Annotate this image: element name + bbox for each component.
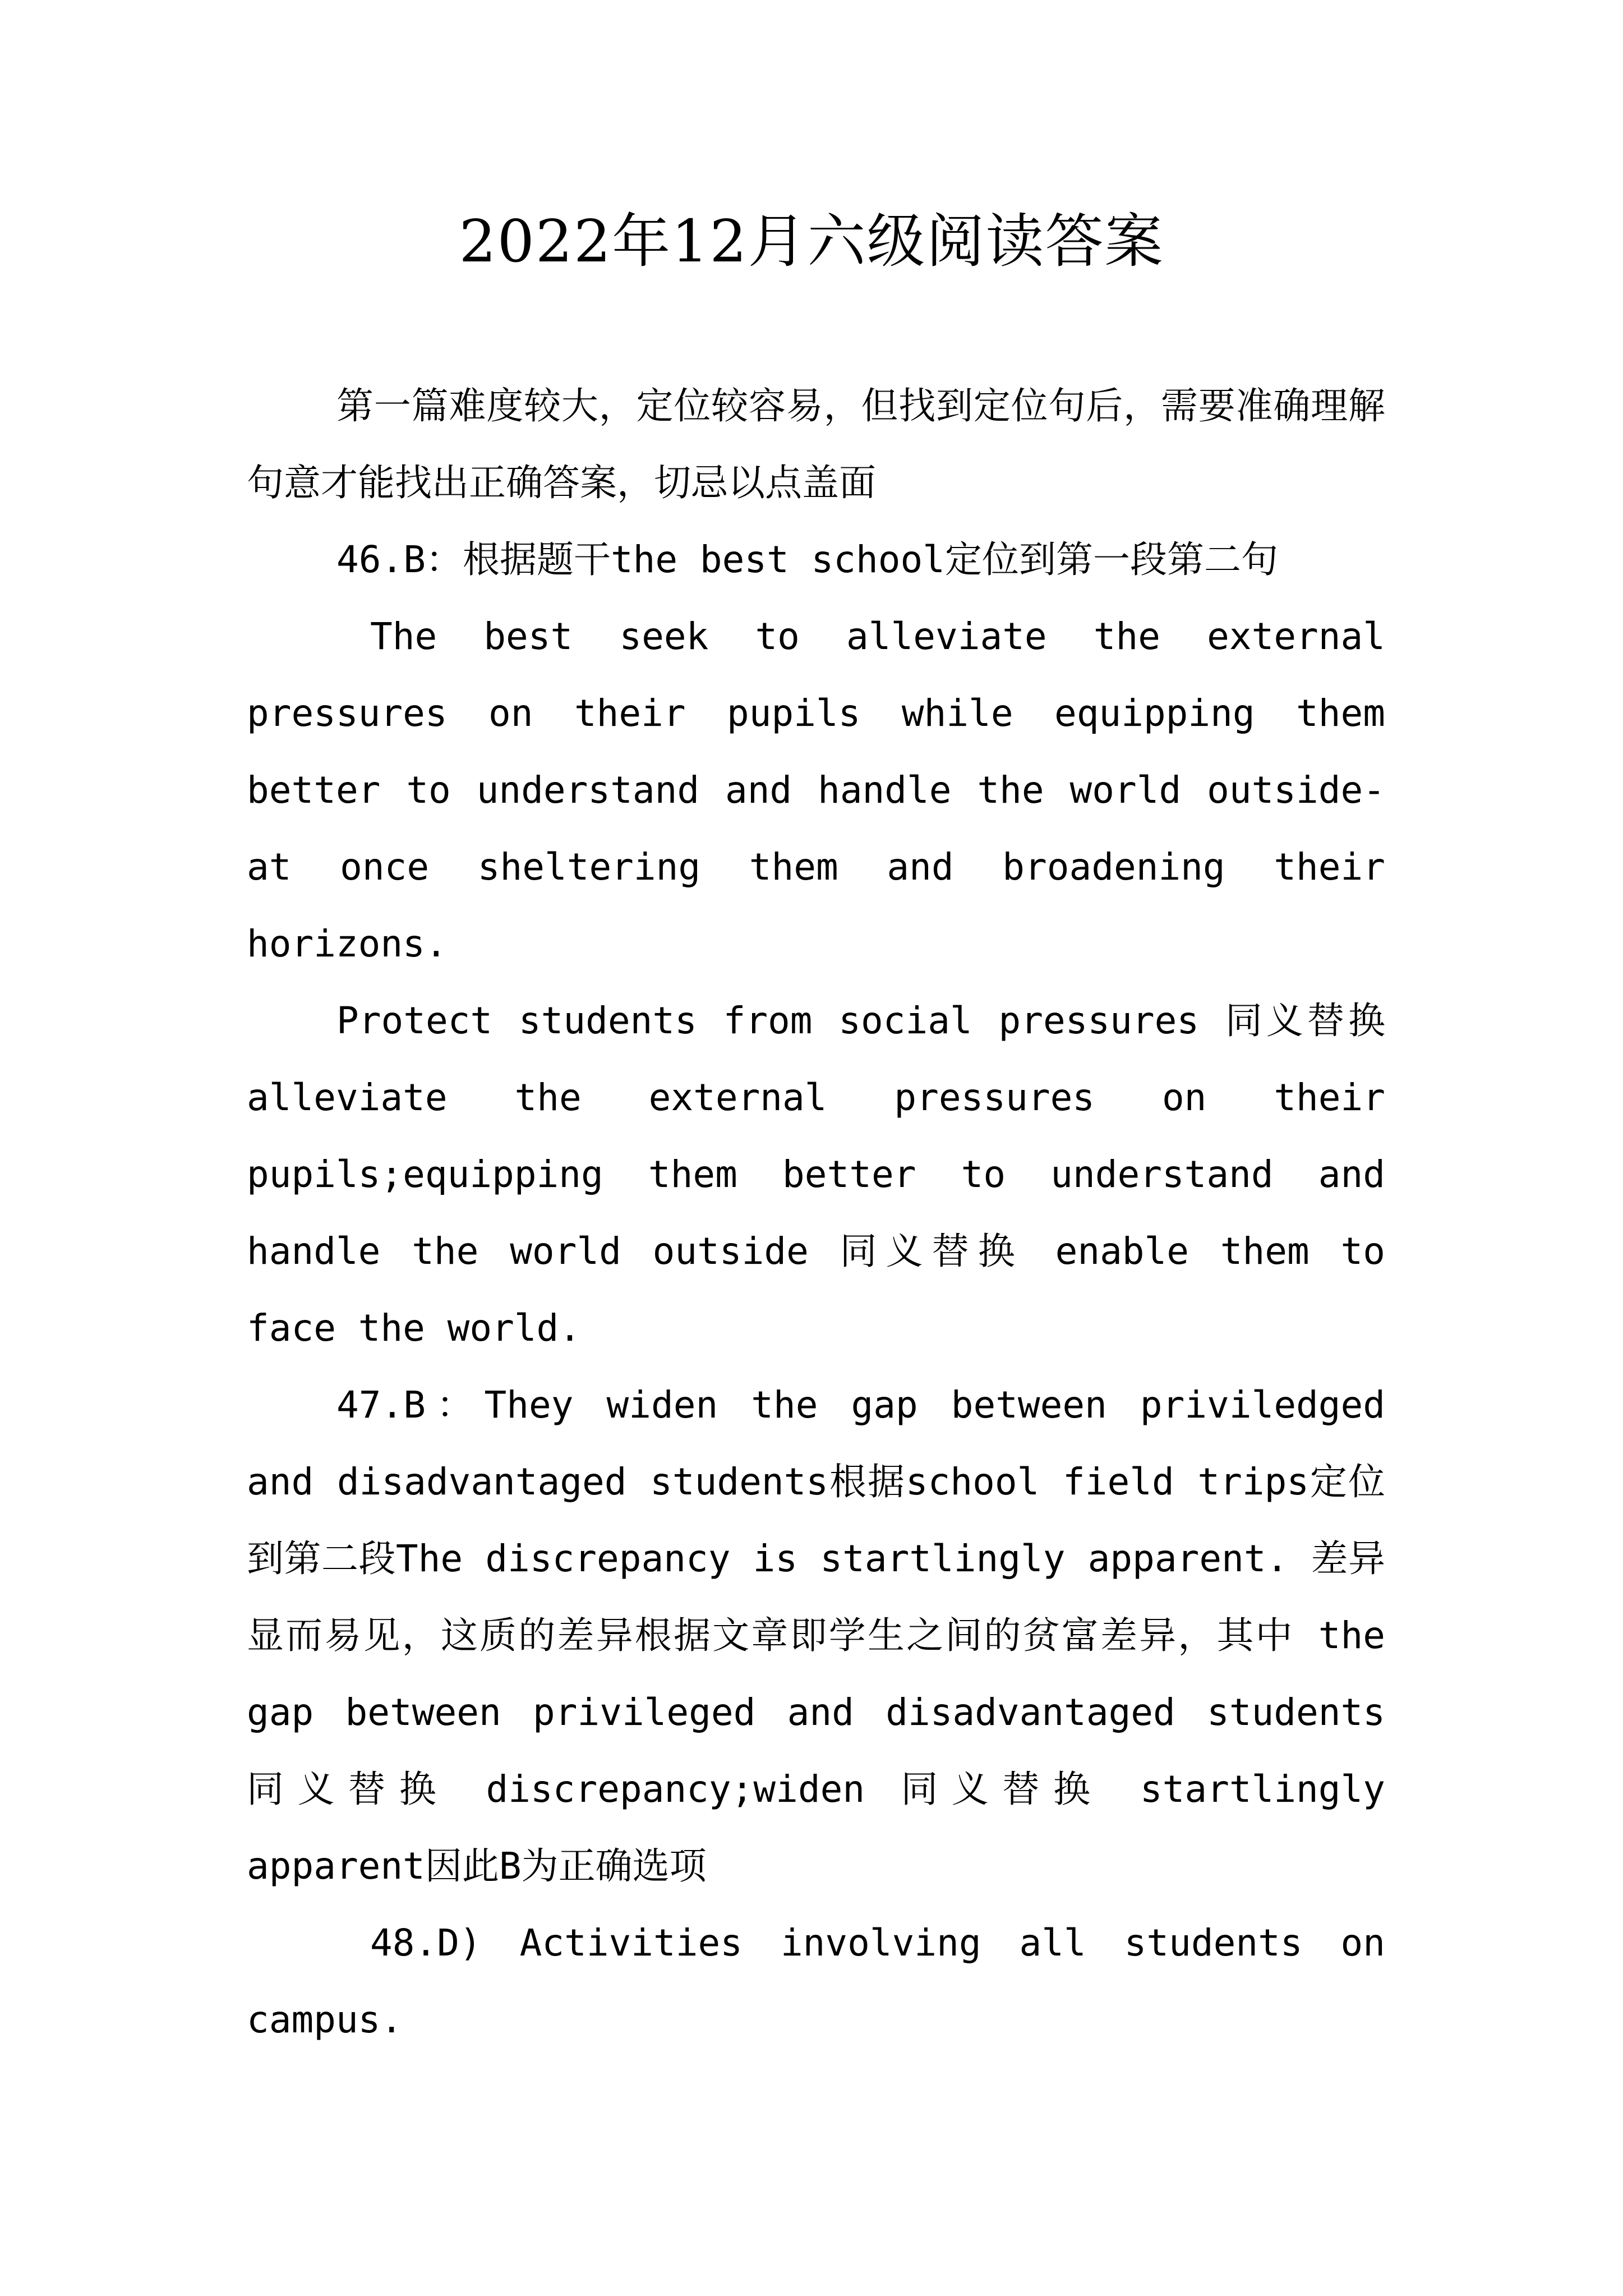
document-title: 2022年12月六级阅读答案 [459,207,1164,275]
paragraph-q48-answer: 48.D) Activities involving all students on campus. [247,1921,1385,2041]
paragraph-q46-answer: 46.B：根据题干the best school定位到第一段第二句 [336,538,1278,581]
paragraph-intro: 第一篇难度较大，定位较容易，但找到定位句后，需要准确理解句意才能找出正确答案，切忌以点盖面 [247,384,1385,504]
paragraph-q46-explanation: Protect students from social pressures 同义替换 alleviate the external pressures on their pupils;equipping them better to understand and handle the world outside 同义替换 enable them to face the world. [247,999,1385,1350]
paragraph-q47-answer: 47.B：They widen the gap between priviledged and disadvantaged students根据school field trips定位到第二段The discrepancy is startlingly apparent. 差异显而易见，这质的差异根据文章即学生之间的贫富差异，其中 the gap between privileged and disadvantaged students 同义替换 discrepancy;widen 同义替换 startlingly apparent因此B为正确选项 [247,1383,1385,1888]
document-body [247,367,1385,2058]
paragraph-q46-quote: The best seek to alleviate the external pressures on their pupils while equipping them better to understand and handle the world outside-at once sheltering them and broadening their horizons. [247,615,1385,965]
